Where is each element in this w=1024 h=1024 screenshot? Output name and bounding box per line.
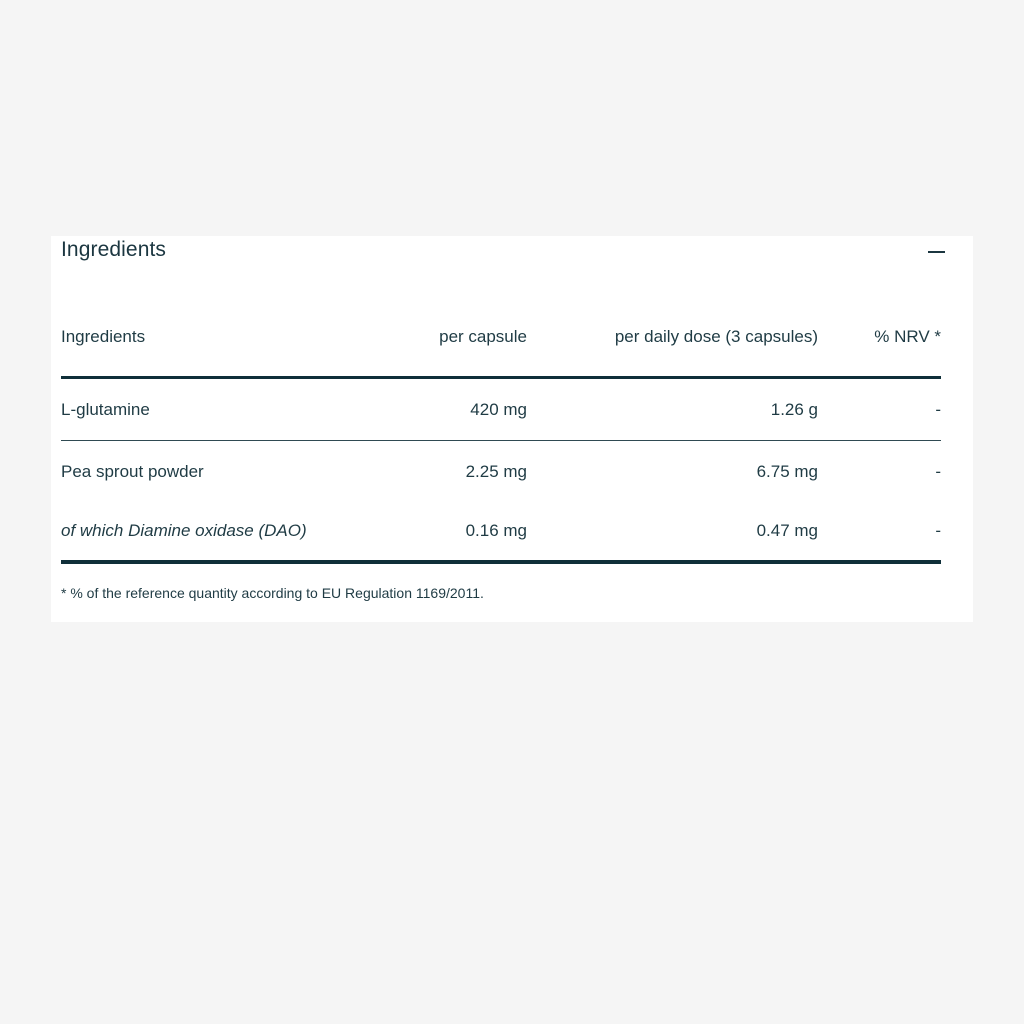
ingredient-name: L-glutamine [61,378,401,441]
ingredient-name: Pea sprout powder [61,461,204,481]
table-row [61,378,941,441]
per-capsule-value: 2.25 mg [465,461,527,481]
collapse-button[interactable] [923,236,951,266]
column-header-per-daily-dose: per daily dose (3 capsules) [527,304,818,378]
per-capsule-value: 420 mg [401,378,527,441]
table-header-row [61,304,941,378]
minus-icon [928,251,945,253]
per-daily-dose-value: 6.75 mg [756,461,818,481]
ingredient-name: of which Diamine oxidase (DAO) [61,502,401,562]
table-row [61,502,941,562]
nrv-value: - [818,378,941,441]
panel-header[interactable] [61,236,941,270]
footnote: * % of the reference quantity according to EU Regulation 1169/2011. [61,585,484,601]
column-header-ingredients: Ingredients [61,304,401,378]
column-header-nrv: % NRV * [818,304,941,378]
nrv-value: - [818,502,941,562]
per-capsule-value: 0.16 mg [401,502,527,562]
table-row [61,441,941,503]
ingredients-table [61,304,941,564]
panel-title: Ingredients [61,238,167,261]
per-daily-dose-value: 0.47 mg [527,502,818,562]
ingredients-panel [51,236,973,622]
per-daily-dose-value: 1.26 g [527,378,818,441]
nrv-value: - [935,461,941,481]
column-header-per-capsule: per capsule [401,304,527,378]
